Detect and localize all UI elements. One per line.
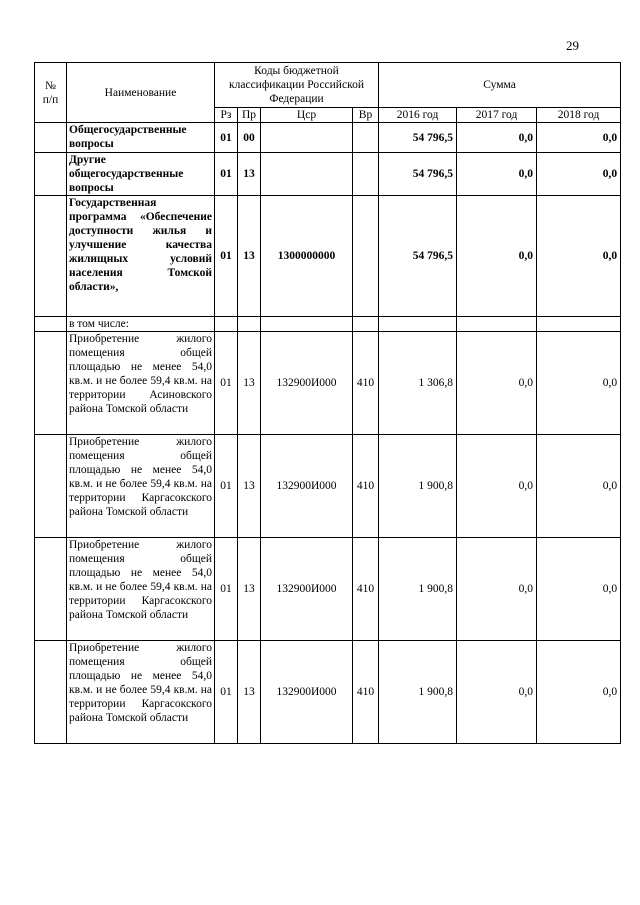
row-2016: 54 796,5: [379, 153, 457, 196]
row-num: [35, 317, 67, 332]
row-csr: [261, 317, 353, 332]
row-csr: 132900И000: [261, 435, 353, 538]
table-row: [35, 332, 621, 435]
row-2017: 0,0: [457, 435, 537, 538]
row-2018: 0,0: [537, 196, 621, 317]
row-2018: 0,0: [537, 332, 621, 435]
row-vr: 410: [353, 332, 379, 435]
row-2017: 0,0: [457, 332, 537, 435]
header-sum: Сумма: [379, 63, 621, 108]
row-num: [35, 153, 67, 196]
table-header-row: [35, 63, 621, 108]
header-2016: 2016 год: [379, 108, 457, 123]
table-row: [35, 153, 621, 196]
row-vr: [353, 317, 379, 332]
row-2018: 0,0: [537, 153, 621, 196]
row-pr: [238, 317, 261, 332]
budget-table: [34, 62, 621, 744]
row-name: Приобретение жилого помещения общей площадью не менее 54,0 кв.м. и не более 59,4 кв.м. на территории Каргасокского района Томской области: [67, 435, 215, 538]
table-row: [35, 538, 621, 641]
table-row: [35, 435, 621, 538]
row-name: в том числе:: [67, 317, 215, 332]
row-pr: 13: [238, 435, 261, 538]
row-rz: 01: [215, 153, 238, 196]
row-num: [35, 332, 67, 435]
row-vr: 410: [353, 538, 379, 641]
header-num: № п/п: [35, 63, 67, 123]
row-rz: 01: [215, 123, 238, 153]
row-2018: 0,0: [537, 641, 621, 744]
row-2016: 1 900,8: [379, 435, 457, 538]
row-2016: 1 900,8: [379, 538, 457, 641]
row-2018: 0,0: [537, 435, 621, 538]
row-name: Другие общегосударственные вопросы: [67, 153, 215, 196]
row-2016: 1 306,8: [379, 332, 457, 435]
row-name: Приобретение жилого помещения общей площадью не менее 54,0 кв.м. и не более 59,4 кв.м. на территории Каргасокского района Томской области: [67, 538, 215, 641]
row-vr: [353, 153, 379, 196]
row-2017: 0,0: [457, 196, 537, 317]
row-2017: [457, 317, 537, 332]
row-csr: [261, 123, 353, 153]
table-row: [35, 641, 621, 744]
row-csr: 132900И000: [261, 641, 353, 744]
row-pr: 13: [238, 332, 261, 435]
header-csr: Цср: [261, 108, 353, 123]
row-vr: 410: [353, 435, 379, 538]
header-name: Наименование: [67, 63, 215, 123]
row-2017: 0,0: [457, 538, 537, 641]
row-rz: 01: [215, 332, 238, 435]
header-codes: Коды бюджетной классификации Российской Федерации: [215, 63, 379, 108]
header-pr: Пр: [238, 108, 261, 123]
row-vr: 410: [353, 641, 379, 744]
row-num: [35, 196, 67, 317]
row-pr: 13: [238, 196, 261, 317]
row-rz: [215, 317, 238, 332]
row-2018: [537, 317, 621, 332]
row-rz: 01: [215, 641, 238, 744]
row-2017: 0,0: [457, 153, 537, 196]
row-pr: 00: [238, 123, 261, 153]
row-name: Общегосударственные вопросы: [67, 123, 215, 153]
row-vr: [353, 123, 379, 153]
row-2017: 0,0: [457, 123, 537, 153]
row-csr: 1300000000: [261, 196, 353, 317]
row-csr: [261, 153, 353, 196]
row-csr: 132900И000: [261, 332, 353, 435]
row-num: [35, 538, 67, 641]
table-row: [35, 196, 621, 317]
row-2017: 0,0: [457, 641, 537, 744]
row-name: Государственная программа «Обеспечение доступности жилья и улучшение качества жилищных условий населения Томской области»,: [67, 196, 215, 317]
row-pr: 13: [238, 641, 261, 744]
row-num: [35, 435, 67, 538]
row-2018: 0,0: [537, 123, 621, 153]
row-pr: 13: [238, 153, 261, 196]
row-rz: 01: [215, 435, 238, 538]
header-vr: Вр: [353, 108, 379, 123]
row-2016: 54 796,5: [379, 123, 457, 153]
row-2018: 0,0: [537, 538, 621, 641]
row-name: Приобретение жилого помещения общей площадью не менее 54,0 кв.м. и не более 59,4 кв.м. на территории Асиновского района Томской области: [67, 332, 215, 435]
row-rz: 01: [215, 196, 238, 317]
row-2016: 54 796,5: [379, 196, 457, 317]
header-2017: 2017 год: [457, 108, 537, 123]
row-num: [35, 123, 67, 153]
row-rz: 01: [215, 538, 238, 641]
row-name: Приобретение жилого помещения общей площадью не менее 54,0 кв.м. и не более 59,4 кв.м. на территории Каргасокского района Томской области: [67, 641, 215, 744]
table-row: [35, 123, 621, 153]
header-rz: Рз: [215, 108, 238, 123]
row-2016: [379, 317, 457, 332]
table-row: [35, 317, 621, 332]
row-csr: 132900И000: [261, 538, 353, 641]
row-vr: [353, 196, 379, 317]
row-num: [35, 641, 67, 744]
row-pr: 13: [238, 538, 261, 641]
page-number: 29: [566, 38, 579, 53]
header-2018: 2018 год: [537, 108, 621, 123]
row-2016: 1 900,8: [379, 641, 457, 744]
